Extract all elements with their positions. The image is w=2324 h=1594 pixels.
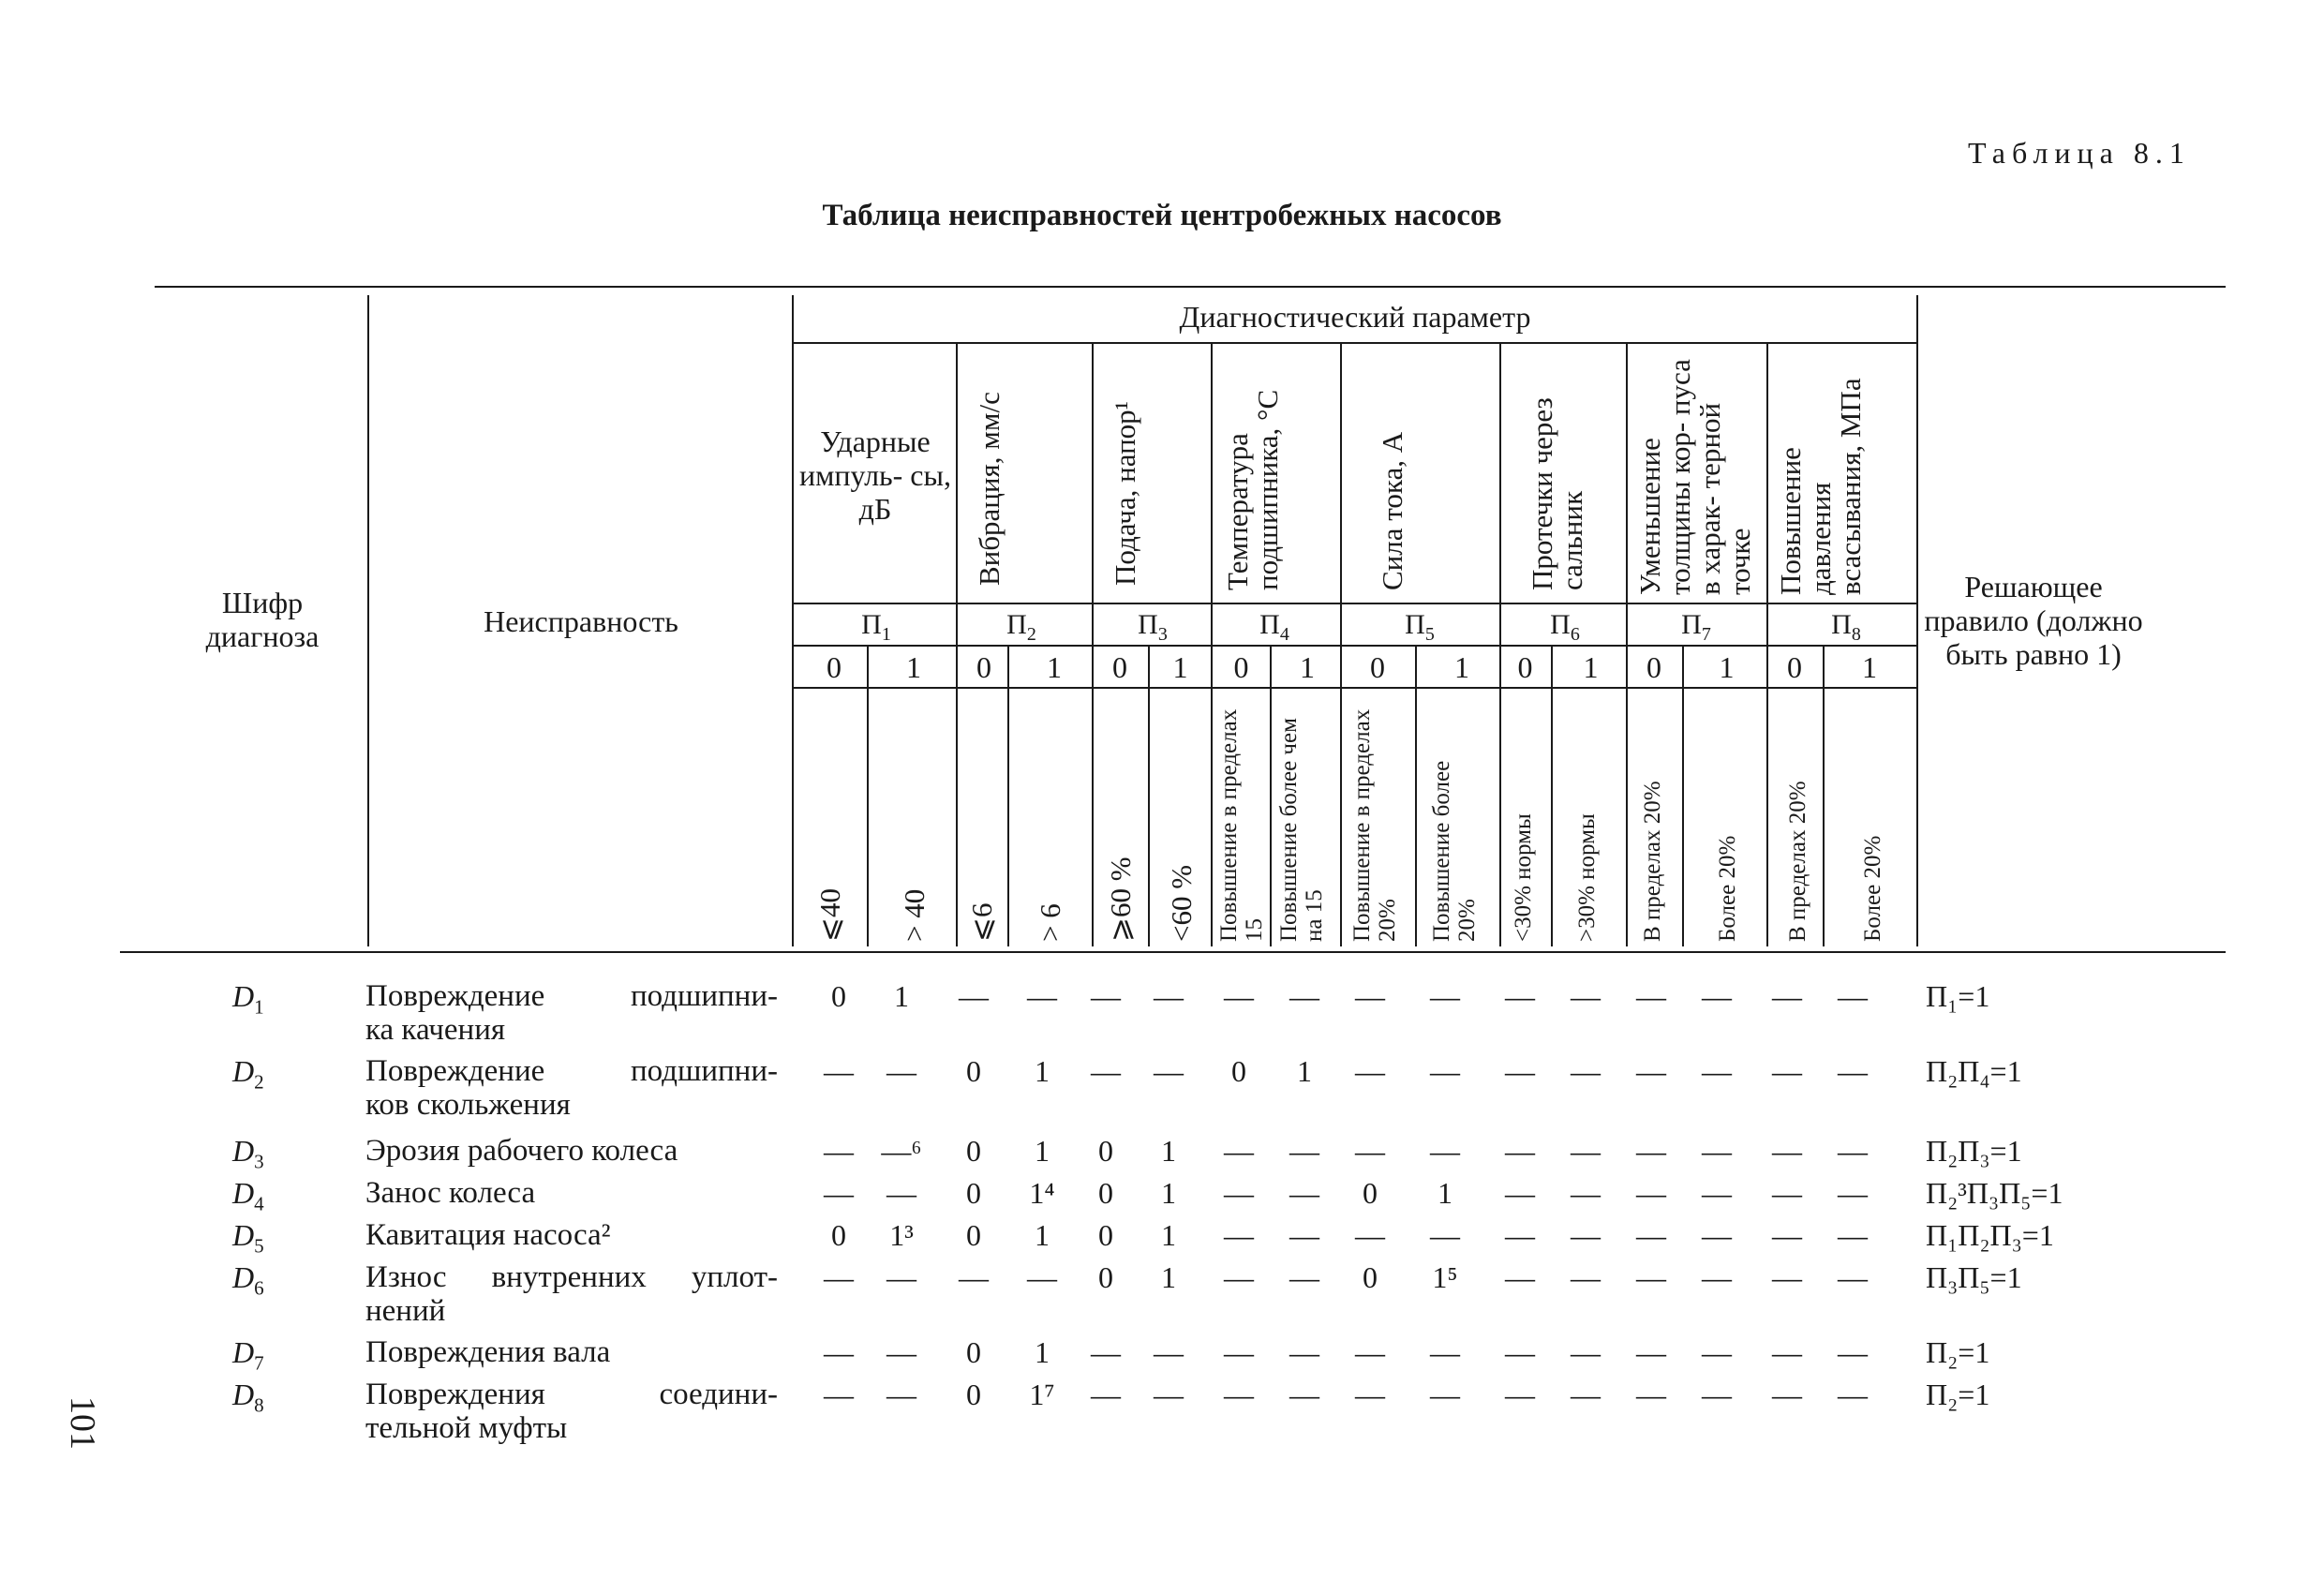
param-name-rule (794, 603, 1916, 604)
p2-range-1: > 6 (1034, 903, 1066, 942)
param-cell: — (886, 1260, 916, 1294)
p1-v0: 0 (827, 650, 842, 684)
fault-description (365, 1260, 778, 1328)
decision-rule: П₁=1 (1926, 979, 1990, 1013)
decision-rule: П₂П₄=1 (1926, 1054, 2022, 1088)
param-cell: — (1772, 979, 1802, 1013)
param-cell: 0 (1231, 1054, 1246, 1088)
param-cell: — (1571, 1054, 1601, 1088)
param-cell: — (1772, 1176, 1802, 1210)
p2-v1: 1 (1047, 650, 1062, 684)
sub-divider (1148, 647, 1150, 946)
param-cell: — (1289, 1378, 1319, 1411)
p8-v0: 0 (1787, 650, 1802, 684)
p2-v0: 0 (976, 650, 991, 684)
param-divider (956, 344, 958, 946)
param-cell: — (1224, 1378, 1254, 1411)
param-cell: — (1636, 979, 1666, 1013)
fault-line: ка качения (365, 1013, 506, 1047)
p3-v1: 1 (1172, 650, 1188, 684)
param-cell: — (1224, 1335, 1254, 1369)
param-cell: 0 (1363, 1176, 1378, 1210)
param-cell: 1⁵ (1432, 1260, 1458, 1294)
diagnosis-code-letter: D (232, 1335, 255, 1369)
p7-v1: 1 (1719, 650, 1735, 684)
param-cell: 1⁷ (1029, 1378, 1055, 1411)
diagnosis-code-letter: D (232, 1054, 255, 1088)
param-1-name: Ударные импуль- сы, дБ (798, 425, 951, 526)
param-cell: — (1289, 1335, 1319, 1369)
param-cell: — (1355, 1054, 1385, 1088)
param-cell: — (1636, 1260, 1666, 1294)
decision-rule: П₂=1 (1926, 1335, 1990, 1369)
sub-divider (1682, 647, 1684, 946)
diagnosis-code (232, 1218, 264, 1258)
diag-param-rule (794, 342, 1916, 344)
param-cell: 1 (1035, 1218, 1050, 1252)
fault-line: Кавитация насоса² (365, 1218, 611, 1252)
header-fault: Неисправность (484, 604, 678, 638)
param-cell: — (824, 1260, 854, 1294)
param-6-symbol: $П_6$ (1550, 609, 1580, 645)
param-cell: — (1224, 979, 1254, 1013)
param-cell: — (886, 1378, 916, 1411)
param-cell: — (1571, 1260, 1601, 1294)
diagnosis-code (232, 1134, 264, 1173)
p8-range-1: Более 20% (1860, 835, 1885, 942)
diagnosis-code-index: 7 (254, 1351, 264, 1375)
param-cell: — (824, 1134, 854, 1168)
diagnosis-code-index: 2 (254, 1070, 264, 1094)
param-divider (1499, 344, 1501, 946)
param-5-name: Сила тока, А (1376, 431, 1408, 590)
param-cell: — (1702, 1378, 1732, 1411)
param-cell: 1 (1161, 1218, 1176, 1252)
p1-range-0: ⩽40 (813, 888, 846, 942)
param-cell: — (1702, 1218, 1732, 1252)
param-cell: — (1027, 979, 1057, 1013)
param-cell: — (1838, 1176, 1868, 1210)
param-cell: — (1636, 1134, 1666, 1168)
param-cell: 0 (1363, 1260, 1378, 1294)
param-cell: — (959, 1260, 989, 1294)
header-code: Шифр диагноза (205, 586, 320, 653)
diagnosis-code-letter: D (232, 1218, 255, 1252)
param-cell: — (1289, 1134, 1319, 1168)
param-cell: — (1355, 1134, 1385, 1168)
fault-description (365, 1218, 778, 1252)
param-cell: 1 (1438, 1176, 1452, 1210)
param-cell: — (824, 1378, 854, 1411)
param-cell: 0 (966, 1134, 981, 1168)
param-cell: — (1571, 1176, 1601, 1210)
param-8-name: Повышение давления всасывания, МПа (1774, 378, 1867, 595)
p8-v1: 1 (1862, 650, 1877, 684)
param-cell: — (824, 1335, 854, 1369)
fault-line: нений (365, 1294, 446, 1328)
param-cell: — (1571, 979, 1601, 1013)
param-cell: — (1702, 1134, 1732, 1168)
param-cell: 0 (831, 979, 846, 1013)
header-diag-param: Диагностический параметр (1179, 300, 1531, 334)
param-cell: 0 (966, 1054, 981, 1088)
param-cell: 1 (894, 979, 909, 1013)
param-cell: — (824, 1054, 854, 1088)
param-cell: — (1838, 1260, 1868, 1294)
param-cell: — (1224, 1260, 1254, 1294)
p6-v0: 0 (1517, 650, 1533, 684)
param-cell: — (1289, 1176, 1319, 1210)
param-cell: — (1430, 1218, 1460, 1252)
param-divider (1340, 344, 1342, 946)
p2-range-0: ⩽6 (965, 902, 998, 942)
param-2-name: Вибрация, мм/с (973, 392, 1006, 586)
param-cell: — (1838, 1054, 1868, 1088)
param-cell: — (1355, 1335, 1385, 1369)
param-cell: — (1355, 1378, 1385, 1411)
fault-line: Повреждение подшипни- (365, 1054, 778, 1088)
param-cell: 0 (966, 1218, 981, 1252)
param-cell: — (1224, 1218, 1254, 1252)
param-cell: — (1027, 1260, 1057, 1294)
diagnosis-code-letter: D (232, 979, 255, 1013)
param-8-symbol: $П_8$ (1831, 609, 1861, 645)
param-cell: — (886, 1335, 916, 1369)
p4-range-1: Повышение более чем на 15 (1276, 718, 1327, 942)
param-cell: — (1772, 1378, 1802, 1411)
param-cell: — (1224, 1134, 1254, 1168)
param-cell: — (1355, 1218, 1385, 1252)
fault-line: Эрозия рабочего колеса (365, 1134, 678, 1168)
param-cell: 1⁴ (1029, 1176, 1055, 1210)
p7-v0: 0 (1646, 650, 1661, 684)
param-cell: 0 (966, 1176, 981, 1210)
param-cell: — (1430, 1054, 1460, 1088)
param-cell: — (959, 979, 989, 1013)
param-cell: — (1289, 979, 1319, 1013)
param-4-symbol: $П_4$ (1259, 609, 1289, 645)
fault-line: Повреждение подшипни- (365, 979, 778, 1013)
diagnosis-code-index: 8 (254, 1393, 264, 1417)
param-cell: — (1091, 1378, 1121, 1411)
diagnosis-code-index: 6 (254, 1276, 264, 1300)
param-cell: — (1430, 979, 1460, 1013)
param-cell: —⁶ (881, 1134, 922, 1168)
param-cell: — (1505, 1176, 1535, 1210)
col-divider-fault (792, 295, 794, 946)
fault-line: ков скольжения (365, 1088, 571, 1122)
param-cell: — (1289, 1260, 1319, 1294)
decision-rule: П₂П₃=1 (1926, 1134, 2022, 1168)
diagnosis-code (232, 1378, 264, 1417)
p5-range-1: Повышение более 20% (1429, 760, 1480, 942)
diagnosis-code-index: 1 (254, 995, 264, 1019)
p4-v0: 0 (1233, 650, 1249, 684)
param-cell: — (1154, 979, 1184, 1013)
p5-range-0: Повышение в пределах 20% (1349, 708, 1400, 942)
fault-line: Занос колеса (365, 1176, 536, 1210)
fault-line: Повреждения соедини- (365, 1378, 778, 1411)
param-cell: — (1772, 1054, 1802, 1088)
fault-line: Повреждения вала (365, 1335, 611, 1369)
p1-range-1: > 40 (898, 888, 931, 942)
param-cell: — (1636, 1176, 1666, 1210)
param-cell: — (1636, 1054, 1666, 1088)
fault-description (365, 1335, 778, 1369)
param-cell: — (1154, 1378, 1184, 1411)
param-cell: — (886, 1176, 916, 1210)
param-cell: — (1224, 1176, 1254, 1210)
param-cell: 0 (966, 1335, 981, 1369)
diagnosis-code-index: 4 (254, 1192, 264, 1215)
param-cell: — (1430, 1378, 1460, 1411)
param-cell: — (1091, 979, 1121, 1013)
p5-v0: 0 (1370, 650, 1385, 684)
param-cell: — (1636, 1335, 1666, 1369)
param-cell: 1 (1161, 1134, 1176, 1168)
param-cell: — (1505, 979, 1535, 1013)
diagnosis-code-letter: D (232, 1176, 255, 1210)
p1-v1: 1 (906, 650, 921, 684)
param-cell: — (1838, 979, 1868, 1013)
param-cell: — (1702, 1335, 1732, 1369)
col-divider-code (367, 295, 369, 946)
param-7-symbol: $П_7$ (1681, 609, 1711, 645)
param-cell: — (1571, 1335, 1601, 1369)
param-cell: 1 (1297, 1054, 1312, 1088)
param-cell: — (1636, 1218, 1666, 1252)
param-cell: 0 (1098, 1260, 1113, 1294)
sub-divider (1270, 647, 1272, 946)
param-cell: — (1772, 1260, 1802, 1294)
param-divider (1626, 344, 1628, 946)
param-cell: 1 (1035, 1134, 1050, 1168)
diagnosis-code-letter: D (232, 1260, 255, 1294)
param-cell: — (1838, 1218, 1868, 1252)
fault-line: Износ внутренних уплот- (365, 1260, 778, 1294)
p6-range-0: <30% нормы (1511, 813, 1536, 942)
param-cell: — (886, 1054, 916, 1088)
fault-description (365, 1378, 778, 1445)
param-cell: — (1505, 1218, 1535, 1252)
decision-rule: П₂=1 (1926, 1378, 1990, 1411)
param-cell: 1 (1161, 1176, 1176, 1210)
page-number: 101 (63, 1396, 102, 1450)
param-cell: — (1154, 1335, 1184, 1369)
param-cell: — (1505, 1054, 1535, 1088)
param-cell: 0 (1098, 1134, 1113, 1168)
param-value-rule (794, 687, 1916, 689)
sub-divider (1007, 647, 1009, 946)
diagnosis-code-index: 5 (254, 1234, 264, 1258)
p3-range-0: ⩾60 % (1104, 857, 1137, 942)
param-cell: — (1838, 1378, 1868, 1411)
sub-divider (1415, 647, 1417, 946)
p3-v0: 0 (1112, 650, 1127, 684)
p4-v1: 1 (1300, 650, 1315, 684)
param-cell: — (1505, 1260, 1535, 1294)
table-title: Таблица неисправностей центробежных насосов (822, 199, 1502, 232)
diagnosis-code (232, 1176, 264, 1215)
param-cell: — (824, 1176, 854, 1210)
param-divider (1211, 344, 1213, 946)
param-cell: — (1505, 1335, 1535, 1369)
param-cell: — (1838, 1134, 1868, 1168)
param-cell: — (1091, 1335, 1121, 1369)
diagnosis-code (232, 1260, 264, 1300)
param-7-name: Уменьшение толщины кор- пуса в харак- терной точке (1633, 359, 1756, 595)
diagnosis-code (232, 1054, 264, 1094)
param-5-symbol: $П_5$ (1405, 609, 1435, 645)
param-cell: — (1430, 1134, 1460, 1168)
p8-range-0: В пределах 20% (1785, 781, 1810, 942)
fault-description (365, 1054, 778, 1122)
param-2-symbol: $П_2$ (1006, 609, 1036, 645)
header-rule: Решающее правило (должно быть равно 1) (1924, 570, 2143, 671)
param-cell: — (1571, 1134, 1601, 1168)
param-1-symbol: $П_1$ (861, 609, 891, 645)
param-cell: 1 (1035, 1054, 1050, 1088)
param-cell: — (1289, 1218, 1319, 1252)
table-number: Таблица 8.1 (1968, 136, 2191, 170)
param-cell: — (1571, 1378, 1601, 1411)
diagnosis-code (232, 979, 264, 1019)
param-cell: — (1091, 1054, 1121, 1088)
param-cell: — (1702, 1176, 1732, 1210)
p7-range-1: Более 20% (1715, 835, 1740, 942)
diagnosis-code-index: 3 (254, 1150, 264, 1173)
param-cell: 1 (1161, 1260, 1176, 1294)
p5-v1: 1 (1454, 650, 1469, 684)
col-divider-rule (1916, 295, 1918, 946)
fault-description (365, 979, 778, 1047)
p6-v1: 1 (1583, 650, 1599, 684)
fault-description (365, 1134, 778, 1168)
sub-divider (867, 647, 869, 946)
param-symbol-rule (794, 645, 1916, 647)
param-cell: — (1355, 979, 1385, 1013)
p7-range-0: В пределах 20% (1640, 781, 1665, 942)
p6-range-1: >30% нормы (1574, 813, 1600, 942)
param-divider (1092, 344, 1094, 946)
fault-line: тельной муфты (365, 1411, 568, 1445)
header-bottom-rule (120, 951, 2226, 953)
diagnosis-code (232, 1335, 264, 1375)
param-cell: 0 (966, 1378, 981, 1411)
param-cell: — (1154, 1054, 1184, 1088)
param-cell: — (1772, 1335, 1802, 1369)
param-cell: — (1702, 1054, 1732, 1088)
diagnosis-code-letter: D (232, 1134, 255, 1168)
param-3-name: Подача, напор¹ (1109, 401, 1141, 586)
sub-divider (1823, 647, 1825, 946)
param-cell: 1 (1035, 1335, 1050, 1369)
fault-description (365, 1176, 778, 1210)
param-cell: 1³ (889, 1218, 914, 1252)
diagnosis-code-letter: D (232, 1378, 255, 1411)
param-divider (1766, 344, 1768, 946)
param-cell: 0 (1098, 1218, 1113, 1252)
param-3-symbol: $П_3$ (1138, 609, 1168, 645)
param-cell: 0 (1098, 1176, 1113, 1210)
param-cell: — (1702, 1260, 1732, 1294)
decision-rule: П₃П₅=1 (1926, 1260, 2022, 1294)
decision-rule: П₂³П₃П₅=1 (1926, 1176, 2063, 1210)
param-cell: 0 (831, 1218, 846, 1252)
p4-range-0: Повышение в пределах 15 (1216, 708, 1267, 942)
sub-divider (1551, 647, 1553, 946)
top-rule (155, 286, 2226, 288)
param-cell: — (1838, 1335, 1868, 1369)
param-cell: — (1772, 1134, 1802, 1168)
param-cell: — (1505, 1134, 1535, 1168)
param-4-name: Температура подшипника, °С (1221, 389, 1284, 590)
param-cell: — (1430, 1335, 1460, 1369)
param-cell: — (1571, 1218, 1601, 1252)
param-cell: — (1636, 1378, 1666, 1411)
param-6-name: Протечки через сальник (1526, 397, 1588, 590)
param-cell: — (1702, 979, 1732, 1013)
param-cell: — (1505, 1378, 1535, 1411)
p3-range-1: <60 % (1165, 864, 1198, 942)
decision-rule: П₁П₂П₃=1 (1926, 1218, 2054, 1252)
param-cell: — (1772, 1218, 1802, 1252)
